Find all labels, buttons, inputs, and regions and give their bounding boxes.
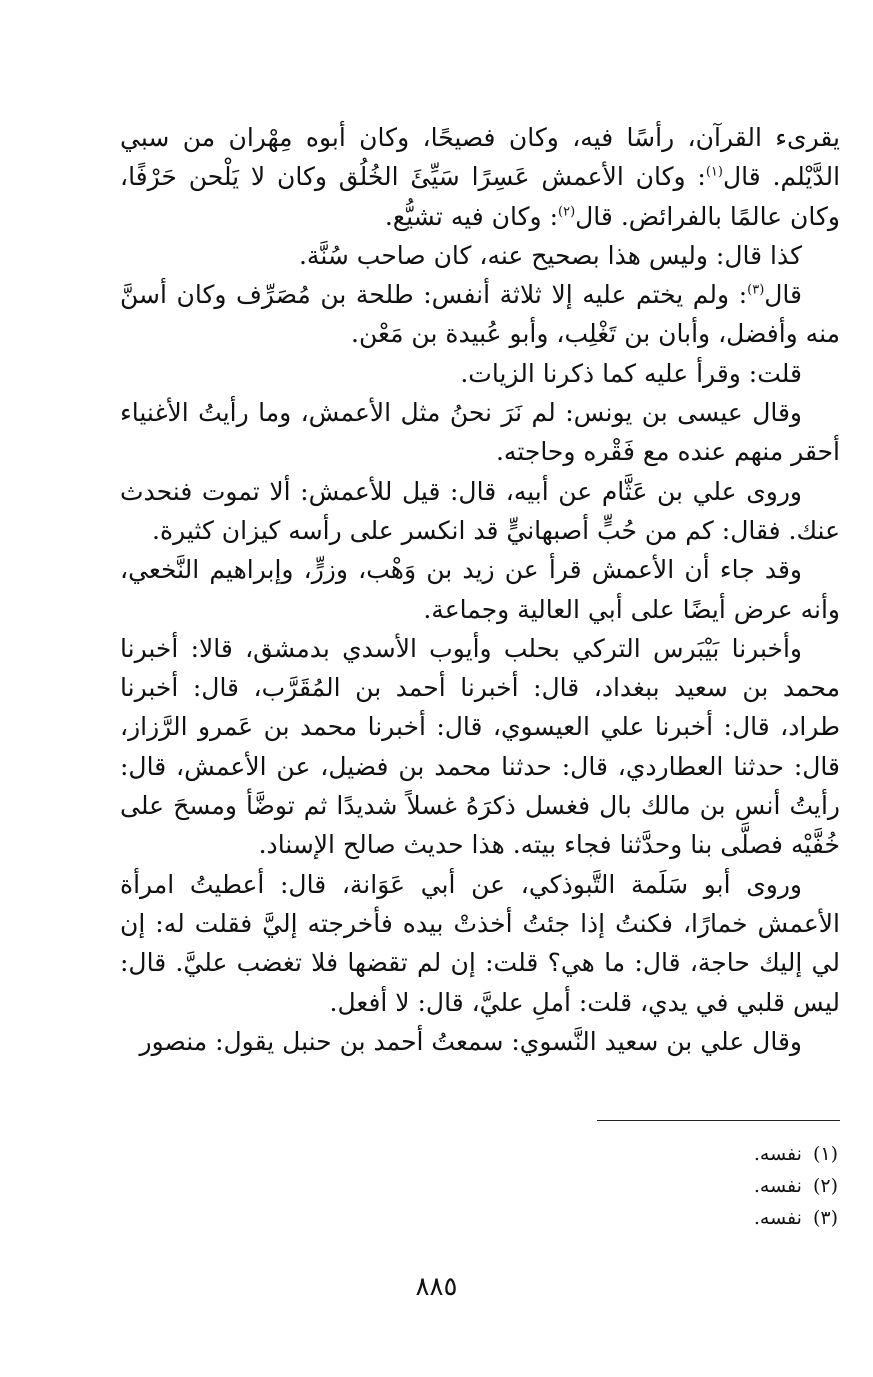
footnote-marker: (٢) [558, 204, 576, 220]
footnote-number: (١) [812, 1143, 838, 1165]
footnote-marker: (١) [705, 164, 723, 180]
paragraph [120, 118, 840, 236]
paragraph: قلت: وقرأ عليه كما ذكرنا الزيات. [460, 358, 802, 388]
text-run: قال [764, 280, 802, 310]
paragraph: كذا قال: وليس هذا بصحيح عنه، كان صاحب سُنَّة. [298, 240, 802, 270]
main-text [120, 118, 840, 1061]
footnote-divider [597, 1120, 840, 1121]
footnote-marker: (٣) [747, 282, 765, 298]
text-run: : ولم يختم عليه إلا ثلاثة أنفس: طلحة بن مُصَرِّف وكان أسنَّ منه وأفضل، وأبان بن تَغْلِب، وأبو عُبيدة بن مَعْن. [120, 280, 840, 349]
paragraph [120, 275, 840, 354]
paragraph: وأخبرنا بَيْبَرس التركي بحلب وأيوب الأسدي بدمشق، قالا: أخبرنا محمد بن سعيد ببغداد، قال: أخبرنا أحمد بن المُقَرَّب، قال: أخبرنا طراد، قال: أخبرنا علي العيسوي، قال: أخبرنا محمد بن عَمرو الرَّزاز، قال: حدثنا العطاردي، قال: حدثنا محمد بن فضيل، عن الأعمش، قال: رأيتُ أنس بن مالك بال فغسل ذكرَهُ غسلاً شديدًا ثم توضَّأ ومسحَ على خُفَّيْه فصلَّى بنا وحدَّثنا فجاء بيته. هذا حديث صالح الإسناد. [120, 633, 840, 860]
paragraph: وروى أبو سَلَمة التَّبوذكي، عن أبي عَوَانة، قال: أعطيتُ امرأة الأعمش خمارًا، فكنتُ إذا جئتُ أخذتْ بيده فأخرجته إليَّ فقلت له: إن لي إليك حاجة، قال: ما هي؟ قلت: إن لم تقضها فلا تغضب عليَّ. قال: ليس قلبي في يدي، قلت: أملِ عليَّ، قال: لا أفعل. [120, 869, 840, 1017]
paragraph: وقال عيسى بن يونس: لم نَرَ نحنُ مثل الأعمش، وما رأيتُ الأغنياء أحقر منهم عنده مع فَقْره وحاجته. [120, 398, 840, 467]
footnotes [560, 1138, 838, 1234]
footnote-text: نفسه. [753, 1143, 802, 1165]
page-number: ٨٨٥ [415, 1272, 458, 1302]
text-run: : وكان الأعمش عَسِرًا سَيِّئَ الخُلُق وكان لا يَلْحن حَرْفًا، وكان عالمًا بالفرائض. قال [120, 162, 840, 231]
text-run: يقرىء القرآن، رأسًا فيه، وكان فصيحًا، وكان أبوه مِهْران من سبي الدَّيْلم. قال [120, 123, 841, 192]
footnote-item [560, 1170, 838, 1202]
text-run: : وكان فيه تشيُّع. [384, 201, 558, 231]
paragraph: وقال علي بن سعيد النَّسوي: سمعتُ أحمد بن حنبل يقول: منصور [139, 1026, 802, 1056]
paragraph: وقد جاء أن الأعمش قرأ عن زيد بن وَهْب، وزرٍّ، وإبراهيم النَّخعي، وأنه عرض أيضًا على أبي العالية وجماعة. [120, 555, 840, 624]
paragraph: وروى علي بن عَثَّام عن أبيه، قال: قيل للأعمش: ألا تموت فنحدث عنك. فقال: كم من حُبٍّ أصبهانيٍّ قد انكسر على رأسه كيزان كثيرة. [120, 476, 840, 545]
footnote-number: (٢) [812, 1175, 838, 1197]
footnote-item [560, 1202, 838, 1234]
footnote-item [560, 1138, 838, 1170]
footnote-text: نفسه. [753, 1175, 802, 1197]
footnote-number: (٣) [812, 1207, 838, 1229]
footnote-text: نفسه. [753, 1207, 802, 1229]
